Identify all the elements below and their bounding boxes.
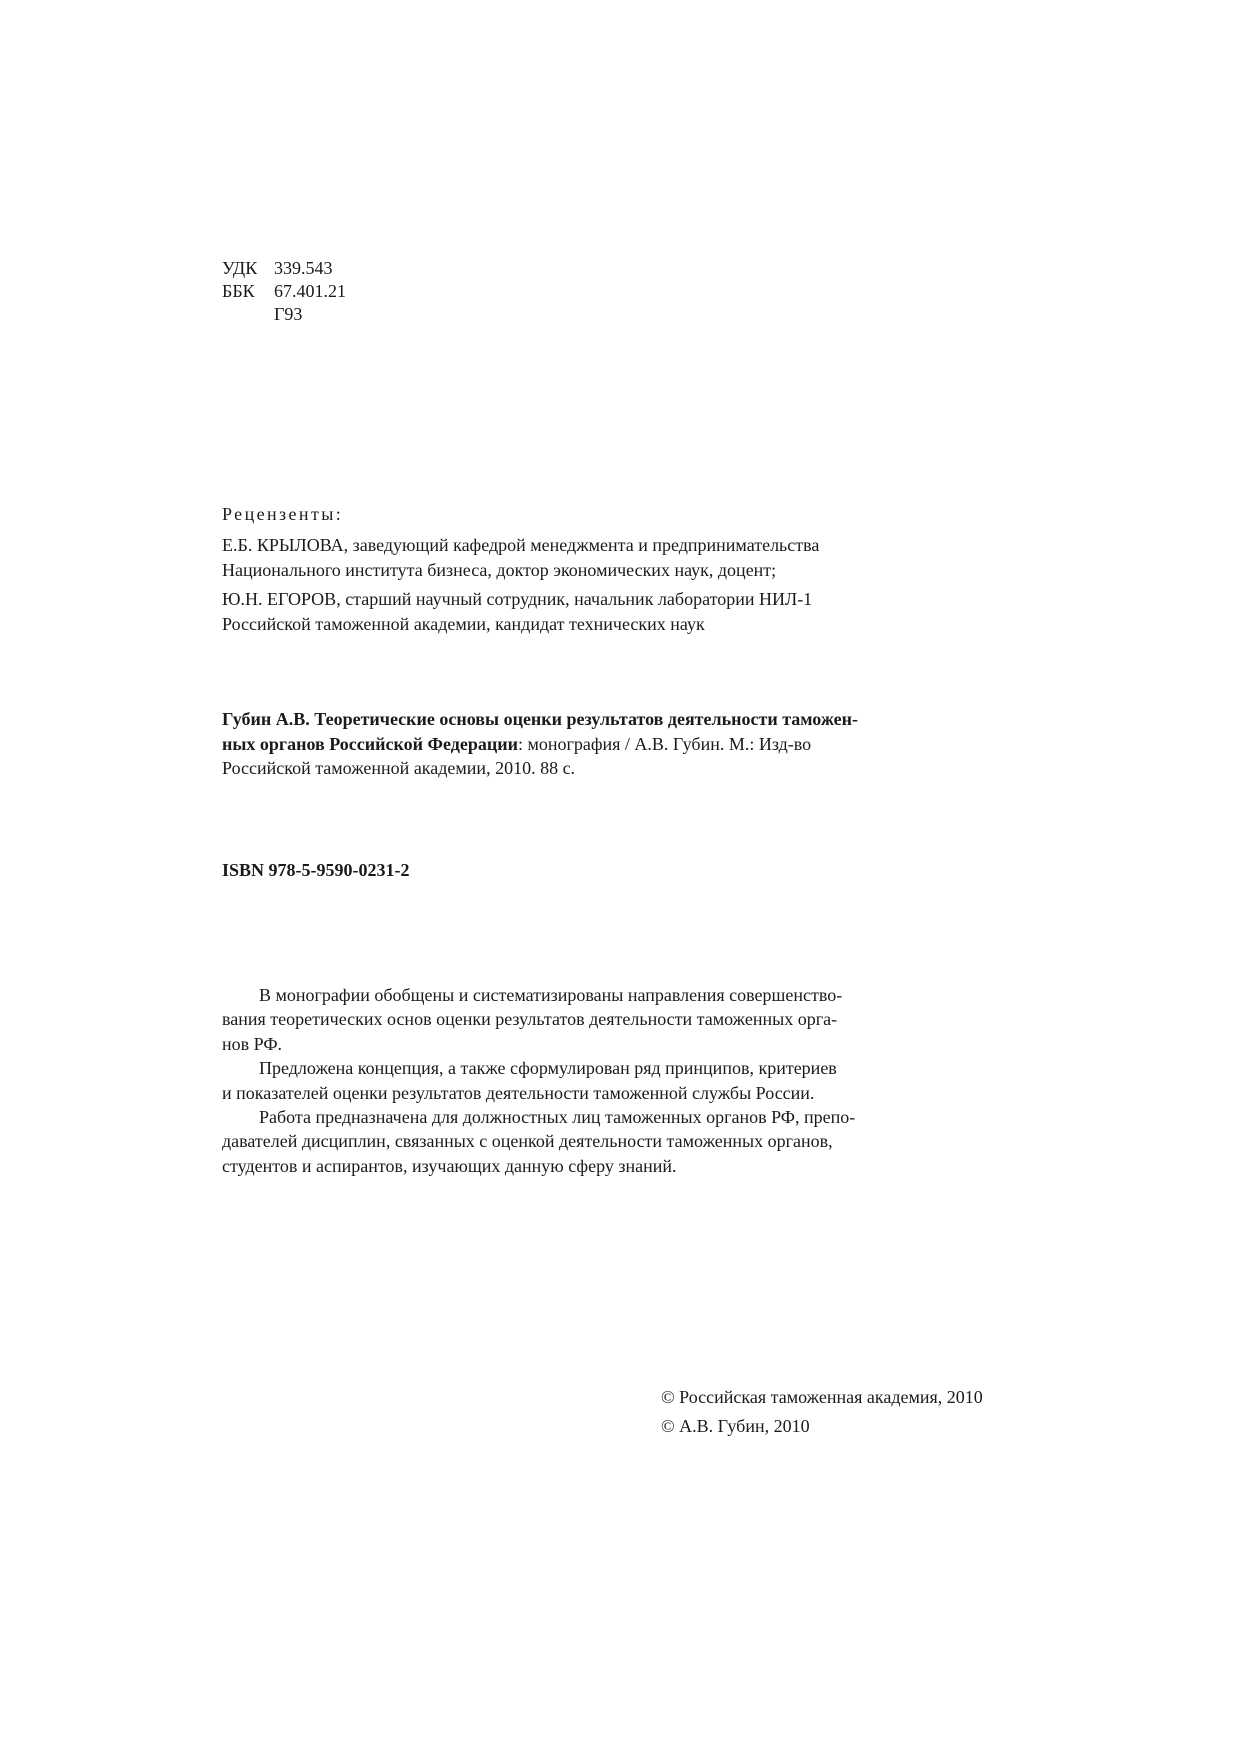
abstract-line: и показателей оценки результатов деятельности таможенной службы России.: [222, 1082, 815, 1103]
reviewer-entry: [222, 533, 922, 583]
isbn: ISBN 978-5-9590-0231-2: [222, 860, 410, 880]
classification-block: [222, 257, 346, 326]
reviewer-line: Российской таможенной академии, кандидат технических наук: [222, 614, 705, 634]
author-mark: Г93: [274, 304, 303, 324]
copyright-block: [661, 1383, 983, 1441]
abstract-line: вания теоретических основ оценки результатов деятельности таможенных орга-: [222, 1009, 838, 1030]
udk-row: [222, 257, 346, 280]
abstract: [222, 983, 917, 1178]
reviewer-line: Национального института бизнеса, доктор экономических наук, доцент;: [222, 560, 777, 580]
biblio-title-line1: Губин А.В. Теоретические основы оценки результатов деятельности таможен-: [222, 709, 859, 729]
abstract-line: студентов и аспирантов, изучающих данную сферу знаний.: [222, 1155, 677, 1176]
reviewers-block: [222, 502, 922, 641]
bbk-label: ББК: [222, 281, 255, 301]
reviewer-entry: [222, 587, 922, 637]
abstract-line: нов РФ.: [222, 1033, 283, 1054]
reviewer-line: Е.Б. КРЫЛОВА, заведующий кафедрой менеджмента и предпринимательства: [222, 535, 820, 555]
abstract-line: В монографии обобщены и систематизированы направления совершенство-: [259, 985, 843, 1005]
biblio-title-line2: ных органов Российской Федерации: [222, 733, 518, 754]
abstract-line: Работа предназначена для должностных лиц таможенных органов РФ, препо-: [259, 1107, 856, 1128]
copyright-author: © А.В. Губин, 2010: [661, 1416, 810, 1436]
udk-label: УДК: [222, 258, 258, 278]
biblio-publisher: Российской таможенной академии, 2010. 88 с.: [222, 758, 576, 778]
reviewers-heading: Рецензенты:: [222, 504, 344, 524]
abstract-line: Предложена концепция, а также сформулирован ряд принципов, критериев: [259, 1058, 837, 1079]
copyright-publisher: © Российская таможенная академия, 2010: [661, 1387, 983, 1407]
biblio-imprint: : монография / А.В. Губин. М.: Изд-во: [517, 733, 812, 754]
udk-value: 339.543: [274, 258, 333, 278]
bbk-row: [222, 280, 346, 303]
bbk-value: 67.401.21: [274, 281, 346, 301]
abstract-line: давателей дисциплин, связанных с оценкой деятельности таможенных органов,: [222, 1131, 833, 1152]
reviewer-line: Ю.Н. ЕГОРОВ, старший научный сотрудник, начальник лаборатории НИЛ-1: [222, 589, 813, 609]
bibliographic-description: [222, 707, 858, 781]
